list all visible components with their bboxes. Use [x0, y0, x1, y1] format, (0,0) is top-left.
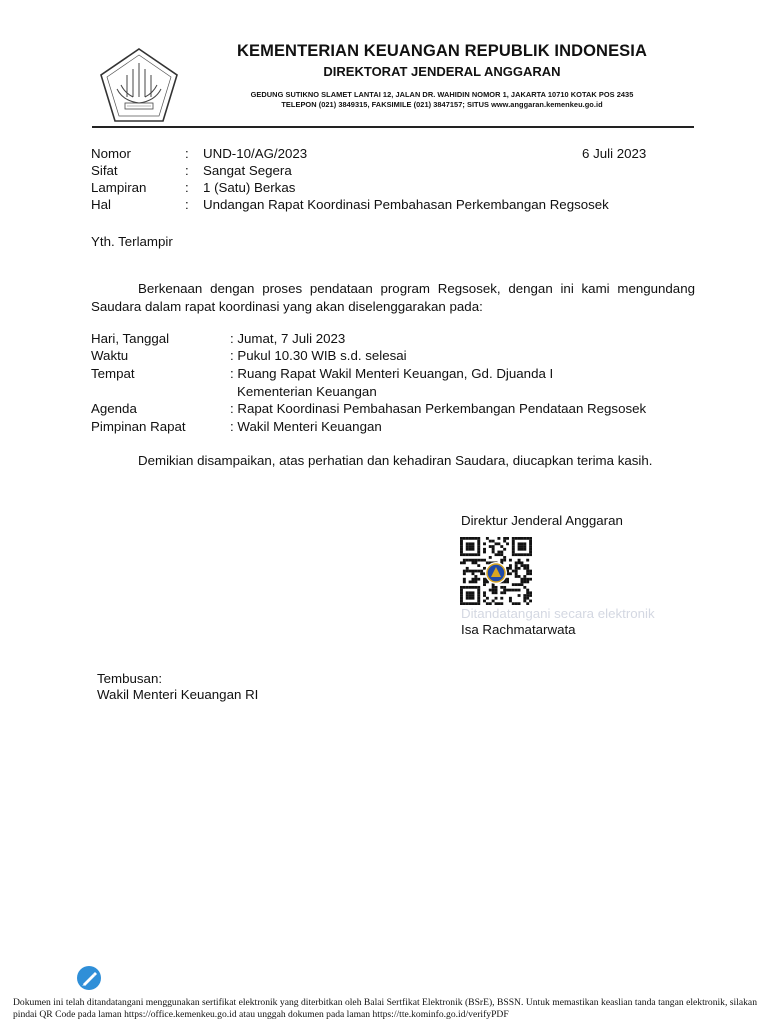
salutation: Yth. Terlampir [91, 234, 173, 249]
directorate-name: DIREKTORAT JENDERAL ANGGARAN [323, 64, 561, 79]
detail-value-place-line2: Kementerian Keuangan [237, 384, 377, 399]
meta-label-sifat: Sifat [91, 163, 118, 178]
meta-sep: : [185, 180, 189, 195]
meta-value-lampiran: 1 (Satu) Berkas [203, 180, 296, 195]
ministry-name: KEMENTERIAN KEUANGAN REPUBLIK INDONESIA [236, 42, 647, 60]
meta-label-nomor: Nomor [91, 146, 131, 161]
body-paragraph-text: Berkenaan dengan proses pendataan program Regsosek, dengan ini kami mengundang Saudara dalam rapat koordinasi yang akan diselenggarakan pada: [91, 281, 695, 314]
signatory-title: Direktur Jenderal Anggaran [461, 513, 623, 528]
address-line-2: TELEPON (021) 3849315, FAKSIMILE (021) 3847157; SITUS www.anggaran.kemenkeu.go.id [281, 100, 603, 109]
footer-disclaimer: Dokumen ini telah ditandatangani menggunakan sertifikat elektronik yang diterbitkan oleh Balai Sertfikat Elektronik (BSrE), BSSN. Untuk memastikan keaslian tanda tangan elektronik, silakan pindai QR Code pada laman https://office.kemenkeu.go.id atau unggah dokumen pada laman https://tte.kominfo.go.id/verifyPDF [13, 997, 757, 1020]
meta-label-hal: Hal [91, 197, 111, 212]
meta-value-sifat: Sangat Segera [203, 163, 292, 178]
detail-value-place: : Ruang Rapat Wakil Menteri Keuangan, Gd. Djuanda I [230, 366, 554, 381]
detail-value-chair: : Wakil Menteri Keuangan [230, 419, 382, 434]
ministry-emblem-icon [97, 45, 181, 125]
meta-label-lampiran: Lampiran [91, 180, 147, 195]
address-line-1: GEDUNG SUTIKNO SLAMET LANTAI 12, JALAN DR. WAHIDIN NOMOR 1, JAKARTA 10710 KOTAK POS 2435 [250, 90, 634, 99]
signatory-name: Isa Rachmatarwata [461, 622, 576, 637]
meta-sep: : [185, 197, 189, 212]
meta-value-hal: Undangan Rapat Koordinasi Pembahasan Perkembangan Regsosek [203, 197, 609, 212]
closing-sentence: Demikian disampaikan, atas perhatian dan kehadiran Saudara, diucapkan terima kasih. [138, 453, 653, 468]
letterhead-divider [92, 126, 694, 128]
meta-sep: : [185, 163, 189, 178]
detail-value-agenda: : Rapat Koordinasi Pembahasan Perkembangan Pendataan Regsosek [230, 401, 647, 416]
cc-label: Tembusan: [97, 671, 163, 686]
detail-label-time: Waktu [91, 348, 129, 363]
meta-value-nomor: UND-10/AG/2023 [203, 146, 308, 161]
bsre-signature-icon [76, 965, 102, 991]
detail-label-date: Hari, Tanggal [91, 331, 170, 346]
detail-value-time: : Pukul 10.30 WIB s.d. selesai [230, 348, 407, 363]
cc-item: Wakil Menteri Keuangan RI [97, 687, 259, 702]
meta-sep: : [185, 146, 189, 161]
detail-label-chair: Pimpinan Rapat [91, 419, 186, 434]
qr-code-icon [460, 537, 532, 605]
detail-label-place: Tempat [91, 366, 135, 381]
body-paragraph [91, 280, 695, 315]
detail-label-agenda: Agenda [91, 401, 137, 416]
e-sign-note: Ditandatangani secara elektronik [461, 606, 655, 621]
letter-date: 6 Juli 2023 [582, 146, 647, 161]
detail-value-date: : Jumat, 7 Juli 2023 [230, 331, 346, 346]
